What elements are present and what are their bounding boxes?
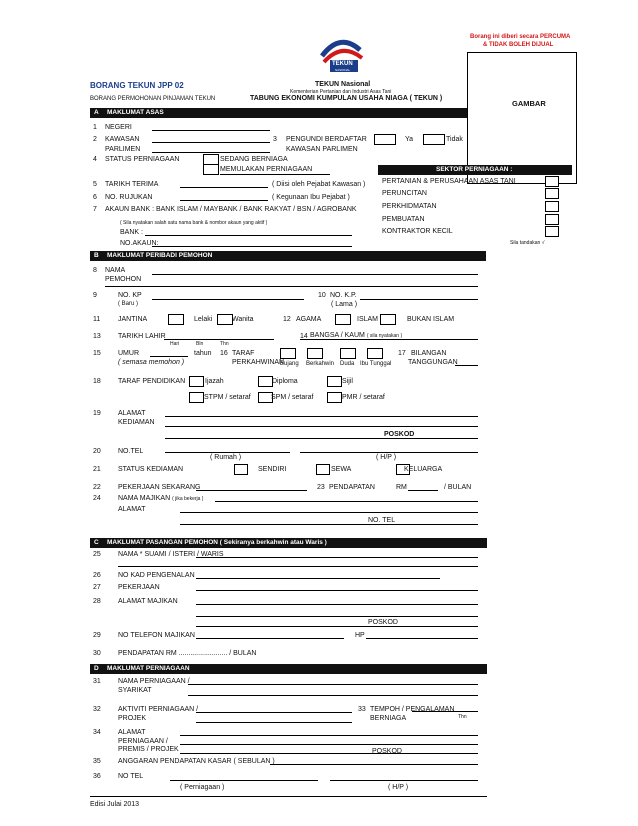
spouse-postcode-label: POSKOD xyxy=(368,619,398,626)
ic-old-label: NO. K.P. xyxy=(330,292,357,299)
home-address-field-3[interactable] xyxy=(165,438,478,439)
reference-field[interactable] xyxy=(180,200,268,201)
section-c-letter: C xyxy=(94,539,99,546)
voter-yes-checkbox[interactable] xyxy=(374,134,396,145)
form-description: BORANG PERMOHONAN PINJAMAN TEKUN xyxy=(90,96,216,102)
mobile-phone-note: ( H/P ) xyxy=(376,454,397,461)
own-home-label: SENDIRI xyxy=(258,466,287,473)
row-num: 14 xyxy=(300,333,308,340)
ic-new-note: ( Baru ) xyxy=(118,301,139,307)
premise-label-2: PERNIAGAAN / xyxy=(118,738,168,745)
sector-checkbox[interactable] xyxy=(545,201,559,212)
row-num: 17 xyxy=(398,350,406,357)
diploma-checkbox[interactable] xyxy=(258,376,273,387)
marital-label-2: PERKAHWINAN xyxy=(232,359,285,366)
spouse-employer-address-field-3[interactable] xyxy=(196,626,478,627)
race-note: ( sila nyatakan ) xyxy=(366,333,403,339)
parliament-label: PARLIMEN xyxy=(105,146,141,153)
single-parent-label: Ibu Tunggal xyxy=(360,361,392,367)
row-num: 28 xyxy=(93,598,101,605)
business-phone-field[interactable] xyxy=(170,780,318,781)
ministry-name: Kementerian Pertanian dan Industri Asas Tani xyxy=(290,89,392,95)
row-num: 26 xyxy=(93,572,101,579)
pmr-checkbox[interactable] xyxy=(327,392,342,403)
section-a-header xyxy=(90,108,467,118)
row-num: 31 xyxy=(93,678,101,685)
spouse-name-field-2[interactable] xyxy=(118,566,478,567)
tick-mark: √ xyxy=(541,240,545,246)
pmr-label: PMR / setaraf xyxy=(342,394,385,401)
occupation-label: PEKERJAAN SEKARANG xyxy=(118,484,201,491)
ic-old-note: ( Lama ) xyxy=(331,301,358,308)
gross-income-label: ANGGARAN PENDAPATAN KASAR ( SEBULAN ) xyxy=(118,758,275,765)
business-name-field-2[interactable] xyxy=(188,695,478,696)
row-num: 21 xyxy=(93,466,101,473)
spouse-employer-phone-field[interactable] xyxy=(196,638,344,639)
spouse-hp-field[interactable] xyxy=(366,638,478,639)
row-num: 22 xyxy=(93,484,101,491)
spouse-name-label: NAMA * SUAMI / ISTERI / WARIS xyxy=(118,551,224,558)
dob-label: TARIKH LAHIR xyxy=(118,333,166,340)
widower-checkbox[interactable] xyxy=(340,348,356,359)
tick-note-text: Sila tandakan xyxy=(510,240,541,246)
sector-title: SEKTOR PERNIAGAAN : xyxy=(436,166,513,173)
voter-yes-label: Ya xyxy=(405,136,414,143)
business-activity-label-2: PROJEK xyxy=(118,715,147,722)
sector-checkbox[interactable] xyxy=(545,214,559,225)
business-name-label-1: NAMA PERNIAGAAN / xyxy=(118,678,190,685)
reference-label: NO. RUJUKAN xyxy=(105,194,153,201)
row-num: 5 xyxy=(93,181,97,188)
male-label: Lelaki xyxy=(194,316,213,323)
experience-years-label: Thn xyxy=(458,714,467,720)
sector-checkbox[interactable] xyxy=(545,188,559,199)
day-label: Hari xyxy=(170,341,180,347)
home-address-label-2: KEDIAMAN xyxy=(118,419,155,426)
employer-address-label: ALAMAT xyxy=(118,506,146,513)
row-num: 6 xyxy=(93,194,97,201)
postcode-label: POSKOD xyxy=(384,431,415,438)
employer-note: ( jika bekerja ) xyxy=(172,496,204,502)
section-d-letter: D xyxy=(94,665,99,672)
non-islam-checkbox[interactable] xyxy=(380,314,396,325)
row-num: 15 xyxy=(93,350,101,357)
spouse-name-field[interactable] xyxy=(196,557,478,558)
per-month-label: / BULAN xyxy=(444,484,472,491)
logo-subtext: NASIONAL xyxy=(335,68,351,72)
row-num: 9 xyxy=(93,292,97,299)
divider xyxy=(220,174,330,175)
parliament-field[interactable] xyxy=(152,152,270,153)
row-num: 10 xyxy=(318,292,326,299)
name-label-1: NAMA xyxy=(105,267,126,274)
gender-label: JANTINA xyxy=(118,316,148,323)
business-mobile-note: ( H/P ) xyxy=(388,784,409,791)
home-address-field-2[interactable] xyxy=(165,426,478,427)
row-num: 13 xyxy=(93,333,101,340)
year-label: Thn xyxy=(220,341,229,347)
age-note: ( semasa memohon ) xyxy=(118,359,185,366)
spouse-ic-label: NO KAD PENGENALAN xyxy=(118,572,195,579)
experience-label-1: TEMPOH / PENGALAMAN xyxy=(370,706,455,713)
business-activity-field-2[interactable] xyxy=(196,722,352,723)
premise-postcode-label: POSKOD xyxy=(372,748,402,755)
logo-text: TEKUN xyxy=(332,61,353,67)
row-num: 33 xyxy=(358,706,366,713)
mobile-phone-field[interactable] xyxy=(300,452,478,453)
race-field[interactable] xyxy=(300,339,478,340)
sector-item: PERKHIDMATAN xyxy=(382,203,437,210)
rent-label: SEWA xyxy=(331,466,352,473)
state-label: NEGERI xyxy=(105,124,132,131)
family-home-label: KELUARGA xyxy=(404,466,443,473)
spouse-income-label: PENDAPATAN RM ......................... / BULAN xyxy=(118,650,257,657)
section-b-title: MAKLUMAT PERIBADI PEMOHON xyxy=(107,252,213,259)
state-field[interactable] xyxy=(152,130,270,131)
spouse-ic-field[interactable] xyxy=(196,578,440,579)
row-num: 4 xyxy=(93,156,97,163)
employer-field[interactable] xyxy=(215,501,478,502)
voter-label-1: PENGUNDI BERDAFTAR xyxy=(286,136,367,143)
business-phone-note: ( Perniagaan ) xyxy=(180,784,225,791)
business-name-label-2: SYARIKAT xyxy=(118,687,152,694)
home-phone-note: ( Rumah ) xyxy=(210,454,242,461)
row-num: 11 xyxy=(93,316,101,323)
residence-status-label: STATUS KEDIAMAN xyxy=(118,466,184,473)
ic-new-label: NO. KP xyxy=(118,292,142,299)
voter-label-2: KAWASAN PARLIMEN xyxy=(286,146,358,153)
section-c-header xyxy=(90,538,487,548)
dependents-field[interactable] xyxy=(455,365,478,366)
occupation-field[interactable] xyxy=(196,490,307,491)
existing-business-label: SEDANG BERNIAGA xyxy=(220,156,288,163)
section-d-header xyxy=(90,664,487,674)
ic-old-field[interactable] xyxy=(360,299,478,300)
row-num: 24 xyxy=(93,495,101,502)
premise-field-2[interactable] xyxy=(180,744,478,745)
business-name-field-1[interactable] xyxy=(188,684,478,685)
row-num: 19 xyxy=(93,410,101,417)
account-no-field[interactable] xyxy=(152,246,352,247)
income-label: PENDAPATAN xyxy=(329,484,375,491)
single-checkbox[interactable] xyxy=(280,348,296,359)
age-field[interactable] xyxy=(150,356,188,357)
degree-label: Ijazah xyxy=(205,378,224,385)
received-date-field[interactable] xyxy=(180,187,268,188)
spouse-employer-phone-label: NO TELEFON MAJIKAN xyxy=(118,632,195,639)
section-b-letter: B xyxy=(94,252,99,259)
certificate-checkbox[interactable] xyxy=(327,376,342,387)
row-num: 7 xyxy=(93,206,97,213)
sector-header xyxy=(378,165,572,175)
gross-income-field[interactable] xyxy=(270,764,478,765)
phone-label: NO.TEL xyxy=(118,448,144,455)
experience-field[interactable] xyxy=(412,711,478,712)
tekun-logo xyxy=(316,30,364,76)
sector-item: PERTANIAN & PERUSAHAAN ASAS TANI xyxy=(382,178,516,185)
business-phone-label: NO TEL xyxy=(118,773,144,780)
row-num: 25 xyxy=(93,551,101,558)
row-num: 16 xyxy=(220,350,228,357)
spouse-hp-label: HP xyxy=(355,632,365,639)
row-num: 12 xyxy=(283,316,291,323)
row-num: 34 xyxy=(93,729,101,736)
photo-label: GAMBAR xyxy=(512,99,546,108)
footer-divider xyxy=(90,796,487,797)
employer-phone-label: NO. TEL xyxy=(368,517,396,524)
bank-account-label: AKAUN BANK : BANK ISLAM / MAYBANK / BANK RAKYAT / BSN / AGROBANK xyxy=(105,206,357,213)
row-num: 32 xyxy=(93,706,101,713)
section-b-header xyxy=(90,251,486,261)
home-phone-field[interactable] xyxy=(165,452,290,453)
section-a-letter: A xyxy=(94,109,99,116)
married-label: Berkahwin xyxy=(306,361,335,367)
sector-item: PERUNCITAN xyxy=(382,190,427,197)
education-label: TARAF PENDIDIKAN xyxy=(118,378,186,385)
dependents-label-1: BILANGAN xyxy=(411,350,447,357)
name-label-2: PEMOHON xyxy=(105,276,142,283)
spouse-occupation-field[interactable] xyxy=(196,590,478,591)
income-field[interactable] xyxy=(408,490,438,491)
sector-checkbox[interactable] xyxy=(545,226,559,237)
row-num: 27 xyxy=(93,584,101,591)
row-num: 18 xyxy=(93,378,101,385)
tick-note xyxy=(510,240,544,246)
race-label-text: BANGSA / KAUM xyxy=(310,332,365,339)
row-num: 1 xyxy=(93,124,97,131)
islam-label: ISLAM xyxy=(357,316,379,323)
rm-label: RM xyxy=(396,484,407,491)
month-label: Bln xyxy=(196,341,204,347)
home-address-label-1: ALAMAT xyxy=(118,410,146,417)
row-num: 8 xyxy=(93,267,97,274)
hq-note: ( Kegunaan Ibu Pejabat ) xyxy=(272,194,350,201)
widower-label: Duda xyxy=(340,361,355,367)
bank-field[interactable] xyxy=(145,235,352,236)
years-label: tahun xyxy=(194,350,212,357)
row-num: 23 xyxy=(317,484,325,491)
premise-label-3: PREMIS / PROJEK xyxy=(118,746,179,753)
bank-note: ( Sila nyatakan salah satu nama bank & nombor akaun yang aktif ) xyxy=(120,220,268,226)
area-label: KAWASAN xyxy=(105,136,140,143)
free-notice-line1: Borang ini diberi secara PERCUMA xyxy=(470,34,571,40)
voter-no-label: Tidak xyxy=(446,136,463,143)
bank-label: BANK : xyxy=(120,229,143,236)
employer-label xyxy=(118,495,203,503)
premise-field-3[interactable] xyxy=(180,753,478,754)
received-date-label: TARIKH TERIMA xyxy=(105,181,159,188)
islam-checkbox[interactable] xyxy=(335,314,351,325)
dependents-label-2: TANGGUNGAN xyxy=(408,359,458,366)
area-office-note: ( Diisi oleh Pejabat Kawasan ) xyxy=(272,181,366,188)
spouse-employer-address-label: ALAMAT MAJIKAN xyxy=(118,598,178,605)
sector-item: KONTRAKTOR KECIL xyxy=(382,228,453,235)
area-field[interactable] xyxy=(152,142,270,143)
name-field-1[interactable] xyxy=(152,274,478,275)
business-status-label: STATUS PERNIAGAAN xyxy=(105,156,180,163)
row-num: 30 xyxy=(93,650,101,657)
employer-label-text: NAMA MAJIKAN xyxy=(118,495,171,502)
section-c-title: MAKLUMAT PASANGAN PEMOHON ( Sekiranya berkahwin atau Waris ) xyxy=(107,539,327,546)
employer-address-field-2[interactable] xyxy=(180,524,478,525)
office-use-column xyxy=(487,253,576,733)
spouse-employer-address-field-2[interactable] xyxy=(196,616,478,617)
home-address-field-1[interactable] xyxy=(165,416,478,417)
voter-no-checkbox[interactable] xyxy=(423,134,445,145)
rent-checkbox[interactable] xyxy=(316,464,330,475)
stpm-label: STPM / setaraf xyxy=(204,394,251,401)
spouse-employer-address-field-1[interactable] xyxy=(196,604,478,605)
diploma-label: Diploma xyxy=(272,378,298,385)
male-checkbox[interactable] xyxy=(168,314,184,325)
stpm-checkbox[interactable] xyxy=(189,392,204,403)
marital-label-1: TARAF xyxy=(232,350,255,357)
spouse-occupation-label: PEKERJAAN xyxy=(118,584,160,591)
name-field-2[interactable] xyxy=(105,286,478,287)
row-num: 3 xyxy=(273,136,277,143)
row-num: 20 xyxy=(93,448,101,455)
free-notice-line2: & TIDAK BOLEH DIJUAL xyxy=(483,42,554,48)
section-d-title: MAKLUMAT PERNIAGAAN xyxy=(107,665,190,672)
ic-new-field[interactable] xyxy=(152,299,304,300)
religion-label: AGAMA xyxy=(296,316,322,323)
premise-field-1[interactable] xyxy=(180,735,478,736)
female-label: Wanita xyxy=(232,316,254,323)
row-num: 35 xyxy=(93,758,101,765)
dob-field[interactable] xyxy=(164,339,274,340)
age-label: UMUR xyxy=(118,350,139,357)
new-business-checkbox[interactable] xyxy=(203,164,219,175)
employer-address-field-1[interactable] xyxy=(180,512,478,513)
premise-label-1: ALAMAT xyxy=(118,729,146,736)
org-name: TEKUN Nasional xyxy=(315,81,371,88)
spm-label: SPM / setaraf xyxy=(271,394,314,401)
experience-label-2: BERNIAGA xyxy=(370,715,407,722)
form-code: BORANG TEKUN JPP 02 xyxy=(90,81,184,90)
married-checkbox[interactable] xyxy=(307,348,323,359)
single-parent-checkbox[interactable] xyxy=(367,348,383,359)
own-home-checkbox[interactable] xyxy=(234,464,248,475)
row-num: 36 xyxy=(93,773,101,780)
non-islam-label: BUKAN ISLAM xyxy=(407,316,455,323)
sector-item: PEMBUATAN xyxy=(382,216,425,223)
female-checkbox[interactable] xyxy=(217,314,233,325)
row-num: 29 xyxy=(93,632,101,639)
row-num: 2 xyxy=(93,136,97,143)
business-mobile-field[interactable] xyxy=(330,780,478,781)
single-label: Bujang xyxy=(280,361,299,367)
account-no-label: NO.AKAUN: xyxy=(120,240,159,247)
new-business-label: MEMULAKAN PERNIAGAAN xyxy=(220,166,313,173)
business-activity-label-1: AKTIVITI PERNIAGAAN / xyxy=(118,706,199,713)
fund-name: TABUNG EKONOMI KUMPULAN USAHA NIAGA ( TEKUN ) xyxy=(250,95,443,102)
edition-label: Edisi Julai 2013 xyxy=(90,801,140,808)
business-activity-field-1[interactable] xyxy=(196,712,352,713)
section-a-title: MAKLUMAT ASAS xyxy=(107,109,164,116)
certificate-label: Sijil xyxy=(342,378,353,385)
sector-checkbox[interactable] xyxy=(545,176,559,187)
degree-checkbox[interactable] xyxy=(189,376,204,387)
